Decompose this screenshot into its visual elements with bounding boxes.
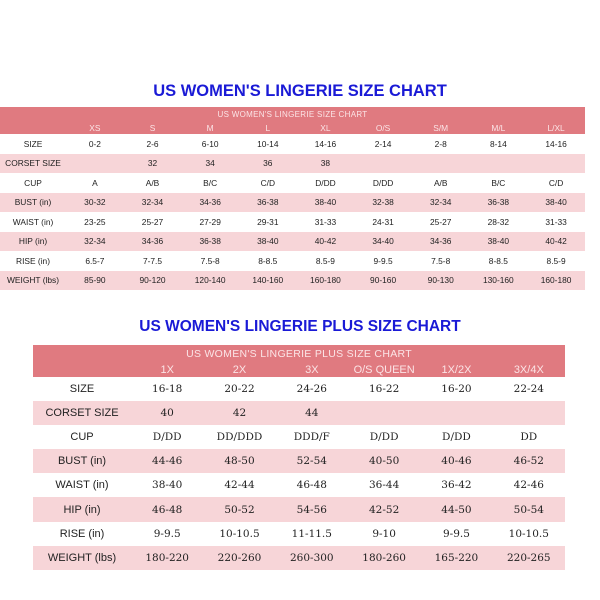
plus-size-chart-cell: 54-56 bbox=[276, 497, 348, 521]
size-chart-cell: 130-160 bbox=[470, 271, 528, 291]
plus-size-chart-cell: 9-9.5 bbox=[420, 522, 492, 546]
plus-size-chart-cell: 50-54 bbox=[493, 497, 565, 521]
plus-size-chart-header-corner bbox=[33, 362, 131, 377]
size-chart-header-row bbox=[0, 122, 585, 134]
size-chart-size-header: O/S bbox=[354, 122, 412, 134]
plus-size-chart-cell: 16-18 bbox=[131, 377, 203, 401]
size-chart-cell: 9-9.5 bbox=[354, 251, 412, 271]
size-chart-size-header: L bbox=[239, 122, 297, 134]
size-chart-title: US WOMEN'S LINGERIE SIZE CHART bbox=[153, 82, 447, 100]
size-chart-row-label: CORSET SIZE bbox=[0, 154, 66, 174]
size-chart-row bbox=[0, 193, 585, 213]
size-chart-cell: A/B bbox=[124, 173, 182, 193]
plus-size-chart-row bbox=[33, 473, 565, 497]
plus-size-chart-cell: 9-10 bbox=[348, 522, 420, 546]
size-chart-cell: 32-34 bbox=[412, 193, 470, 213]
size-chart-cell: A bbox=[66, 173, 124, 193]
size-chart-cell: 27-29 bbox=[181, 212, 239, 232]
size-chart-size-header: XL bbox=[297, 122, 355, 134]
size-chart-cell: 34 bbox=[181, 154, 239, 174]
size-chart-row-label: WEIGHT (lbs) bbox=[0, 271, 66, 291]
plus-size-chart-cell: 220-265 bbox=[493, 546, 565, 570]
plus-size-chart-cell bbox=[420, 401, 492, 425]
size-chart-cell: 7.5-8 bbox=[181, 251, 239, 271]
size-chart-row bbox=[0, 154, 585, 174]
size-chart-row-label: HIP (in) bbox=[0, 232, 66, 252]
plus-size-chart-size-header: 3X/4X bbox=[493, 362, 565, 377]
plus-size-chart-cell: DD/DDD bbox=[203, 425, 275, 449]
size-chart-cell: 8.5-9 bbox=[527, 251, 585, 271]
size-chart-row-label: SIZE bbox=[0, 134, 66, 154]
size-chart-cell: 6-10 bbox=[181, 134, 239, 154]
plus-size-chart-cell: 16-22 bbox=[348, 377, 420, 401]
size-chart-row bbox=[0, 134, 585, 154]
size-chart-size-header: L/XL bbox=[527, 122, 585, 134]
plus-size-chart-banner-row bbox=[33, 345, 565, 362]
size-chart-cell: 23-25 bbox=[66, 212, 124, 232]
plus-size-chart-cell: 50-52 bbox=[203, 497, 275, 521]
plus-size-chart-row-label: WAIST (in) bbox=[33, 473, 131, 497]
size-chart-cell: 34-36 bbox=[181, 193, 239, 213]
size-chart-row bbox=[0, 251, 585, 271]
size-chart-cell: 38-40 bbox=[297, 193, 355, 213]
size-chart-cell: A/B bbox=[412, 173, 470, 193]
size-chart-cell: 31-33 bbox=[297, 212, 355, 232]
plus-size-chart-cell: DD bbox=[493, 425, 565, 449]
size-chart-cell: 2-6 bbox=[124, 134, 182, 154]
plus-size-chart-cell: 44 bbox=[276, 401, 348, 425]
size-chart-cell: 38-40 bbox=[239, 232, 297, 252]
size-chart-cell: B/C bbox=[470, 173, 528, 193]
plus-size-chart-cell: D/DD bbox=[420, 425, 492, 449]
plus-size-chart-cell: 36-44 bbox=[348, 473, 420, 497]
size-chart-cell bbox=[66, 154, 124, 174]
size-chart-cell: 160-180 bbox=[527, 271, 585, 291]
size-chart-cell: 10-14 bbox=[239, 134, 297, 154]
plus-size-chart-cell bbox=[493, 401, 565, 425]
plus-size-chart-cell: 24-26 bbox=[276, 377, 348, 401]
plus-size-chart-cell: D/DD bbox=[348, 425, 420, 449]
size-chart-cell: 7-7.5 bbox=[124, 251, 182, 271]
size-chart-cell: 90-130 bbox=[412, 271, 470, 291]
plus-size-chart-banner: US WOMEN'S LINGERIE PLUS SIZE CHART bbox=[33, 345, 565, 362]
plus-size-chart-row-label: SIZE bbox=[33, 377, 131, 401]
size-chart-cell: C/D bbox=[527, 173, 585, 193]
size-chart-cell: 40-42 bbox=[297, 232, 355, 252]
plus-size-chart-cell: 220-260 bbox=[203, 546, 275, 570]
plus-size-chart-cell: 11-11.5 bbox=[276, 522, 348, 546]
size-chart-cell: D/DD bbox=[297, 173, 355, 193]
size-chart-row-label: BUST (in) bbox=[0, 193, 66, 213]
plus-size-chart-cell bbox=[348, 401, 420, 425]
plus-size-chart-cell: 44-46 bbox=[131, 449, 203, 473]
size-chart-table bbox=[0, 107, 585, 290]
size-chart-cell: 38 bbox=[297, 154, 355, 174]
size-chart-cell: 36-38 bbox=[181, 232, 239, 252]
plus-size-chart-row bbox=[33, 449, 565, 473]
size-chart-cell: B/C bbox=[181, 173, 239, 193]
size-chart-banner-row bbox=[0, 107, 585, 122]
plus-size-chart-cell: 42-46 bbox=[493, 473, 565, 497]
size-chart-cell: 2-14 bbox=[354, 134, 412, 154]
plus-size-chart-row bbox=[33, 377, 565, 401]
plus-size-chart-cell: 10-10.5 bbox=[203, 522, 275, 546]
plus-size-chart-cell: 46-48 bbox=[276, 473, 348, 497]
size-chart-header-corner bbox=[0, 122, 66, 134]
size-chart-row bbox=[0, 232, 585, 252]
plus-size-chart-cell: 165-220 bbox=[420, 546, 492, 570]
size-chart-size-header: XS bbox=[66, 122, 124, 134]
size-chart-cell: 8-8.5 bbox=[239, 251, 297, 271]
plus-size-chart-cell: 9-9.5 bbox=[131, 522, 203, 546]
size-chart-cell: 140-160 bbox=[239, 271, 297, 291]
plus-size-chart-header-row bbox=[33, 362, 565, 377]
size-chart-cell: 0-2 bbox=[66, 134, 124, 154]
size-chart-cell: 40-42 bbox=[527, 232, 585, 252]
plus-size-chart-size-header: 1X bbox=[131, 362, 203, 377]
plus-size-chart-cell: 20-22 bbox=[203, 377, 275, 401]
size-chart-cell bbox=[470, 154, 528, 174]
plus-size-chart-cell: 42-44 bbox=[203, 473, 275, 497]
plus-size-chart-cell: 42-52 bbox=[348, 497, 420, 521]
size-chart-cell: 28-32 bbox=[470, 212, 528, 232]
size-chart-row-label: RISE (in) bbox=[0, 251, 66, 271]
size-chart-cell: 36-38 bbox=[470, 193, 528, 213]
size-chart-cell: 2-8 bbox=[412, 134, 470, 154]
plus-size-chart-cell: 44-50 bbox=[420, 497, 492, 521]
size-chart-size-header: S bbox=[124, 122, 182, 134]
plus-size-chart-size-header: 2X bbox=[203, 362, 275, 377]
size-chart-cell: 14-16 bbox=[527, 134, 585, 154]
plus-size-chart-cell: DDD/F bbox=[276, 425, 348, 449]
size-chart-cell: C/D bbox=[239, 173, 297, 193]
size-chart-cell: 38-40 bbox=[470, 232, 528, 252]
plus-size-chart-row bbox=[33, 425, 565, 449]
plus-size-chart-row-label: HIP (in) bbox=[33, 497, 131, 521]
size-chart-cell: 85-90 bbox=[66, 271, 124, 291]
size-chart-cell: 34-40 bbox=[354, 232, 412, 252]
size-chart-cell: 36-38 bbox=[239, 193, 297, 213]
size-chart-cell: 8.5-9 bbox=[297, 251, 355, 271]
size-chart-cell bbox=[412, 154, 470, 174]
plus-size-chart-row bbox=[33, 546, 565, 570]
size-chart-row bbox=[0, 212, 585, 232]
size-chart-cell: 32-38 bbox=[354, 193, 412, 213]
size-chart-cell: 36 bbox=[239, 154, 297, 174]
size-chart-cell: 14-16 bbox=[297, 134, 355, 154]
size-chart-cell: 7.5-8 bbox=[412, 251, 470, 271]
plus-size-chart-cell: 180-260 bbox=[348, 546, 420, 570]
plus-size-chart-row-label: RISE (in) bbox=[33, 522, 131, 546]
size-chart-banner: US WOMEN'S LINGERIE SIZE CHART bbox=[0, 107, 585, 122]
size-chart-cell: 31-33 bbox=[527, 212, 585, 232]
size-chart-row bbox=[0, 173, 585, 193]
size-chart-size-header: M/L bbox=[470, 122, 528, 134]
plus-size-chart-cell: 10-10.5 bbox=[493, 522, 565, 546]
plus-size-chart-cell: 36-42 bbox=[420, 473, 492, 497]
size-chart-cell bbox=[354, 154, 412, 174]
plus-size-chart-cell: 48-50 bbox=[203, 449, 275, 473]
plus-size-chart-row bbox=[33, 497, 565, 521]
plus-size-chart-cell: 180-220 bbox=[131, 546, 203, 570]
plus-size-chart-row-label: BUST (in) bbox=[33, 449, 131, 473]
size-chart-cell: 32-34 bbox=[66, 232, 124, 252]
size-chart-cell: D/DD bbox=[354, 173, 412, 193]
plus-size-chart-cell: 42 bbox=[203, 401, 275, 425]
plus-size-chart-row bbox=[33, 401, 565, 425]
size-chart-cell: 90-160 bbox=[354, 271, 412, 291]
plus-size-chart-cell: 52-54 bbox=[276, 449, 348, 473]
size-chart-row bbox=[0, 271, 585, 291]
plus-size-chart-row-label: WEIGHT (lbs) bbox=[33, 546, 131, 570]
plus-size-chart-row-label: CORSET SIZE bbox=[33, 401, 131, 425]
plus-size-chart-cell: 46-48 bbox=[131, 497, 203, 521]
plus-size-chart-cell: D/DD bbox=[131, 425, 203, 449]
size-chart-size-header: S/M bbox=[412, 122, 470, 134]
size-chart-cell: 32-34 bbox=[124, 193, 182, 213]
size-chart-cell: 25-27 bbox=[124, 212, 182, 232]
size-chart-cell: 24-31 bbox=[354, 212, 412, 232]
plus-size-chart-cell: 40-50 bbox=[348, 449, 420, 473]
plus-size-chart-table bbox=[33, 345, 565, 570]
plus-size-chart-size-header: 3X bbox=[276, 362, 348, 377]
size-chart-size-header: M bbox=[181, 122, 239, 134]
plus-size-chart-cell: 40-46 bbox=[420, 449, 492, 473]
size-chart-cell: 120-140 bbox=[181, 271, 239, 291]
plus-size-chart-title: US WOMEN'S LINGERIE PLUS SIZE CHART bbox=[139, 318, 461, 335]
size-chart-cell: 29-31 bbox=[239, 212, 297, 232]
plus-size-chart-cell: 260-300 bbox=[276, 546, 348, 570]
size-chart-cell: 8-14 bbox=[470, 134, 528, 154]
size-chart-row-label: CUP bbox=[0, 173, 66, 193]
plus-size-chart-row bbox=[33, 522, 565, 546]
size-chart-cell: 6.5-7 bbox=[66, 251, 124, 271]
plus-size-chart-cell: 22-24 bbox=[493, 377, 565, 401]
size-chart-cell: 25-27 bbox=[412, 212, 470, 232]
plus-size-chart-cell: 16-20 bbox=[420, 377, 492, 401]
plus-size-chart-row-label: CUP bbox=[33, 425, 131, 449]
size-chart-cell: 160-180 bbox=[297, 271, 355, 291]
size-chart-cell: 38-40 bbox=[527, 193, 585, 213]
size-chart-cell: 34-36 bbox=[124, 232, 182, 252]
size-chart-cell bbox=[527, 154, 585, 174]
size-chart-cell: 34-36 bbox=[412, 232, 470, 252]
plus-size-chart-size-header: O/S QUEEN bbox=[348, 362, 420, 377]
plus-size-chart-size-header: 1X/2X bbox=[420, 362, 492, 377]
plus-size-chart-cell: 46-52 bbox=[493, 449, 565, 473]
size-chart-cell: 32 bbox=[124, 154, 182, 174]
plus-size-chart-cell: 40 bbox=[131, 401, 203, 425]
size-chart-cell: 90-120 bbox=[124, 271, 182, 291]
size-chart-row-label: WAIST (in) bbox=[0, 212, 66, 232]
plus-size-chart-cell: 38-40 bbox=[131, 473, 203, 497]
size-chart-cell: 8-8.5 bbox=[470, 251, 528, 271]
size-chart-cell: 30-32 bbox=[66, 193, 124, 213]
